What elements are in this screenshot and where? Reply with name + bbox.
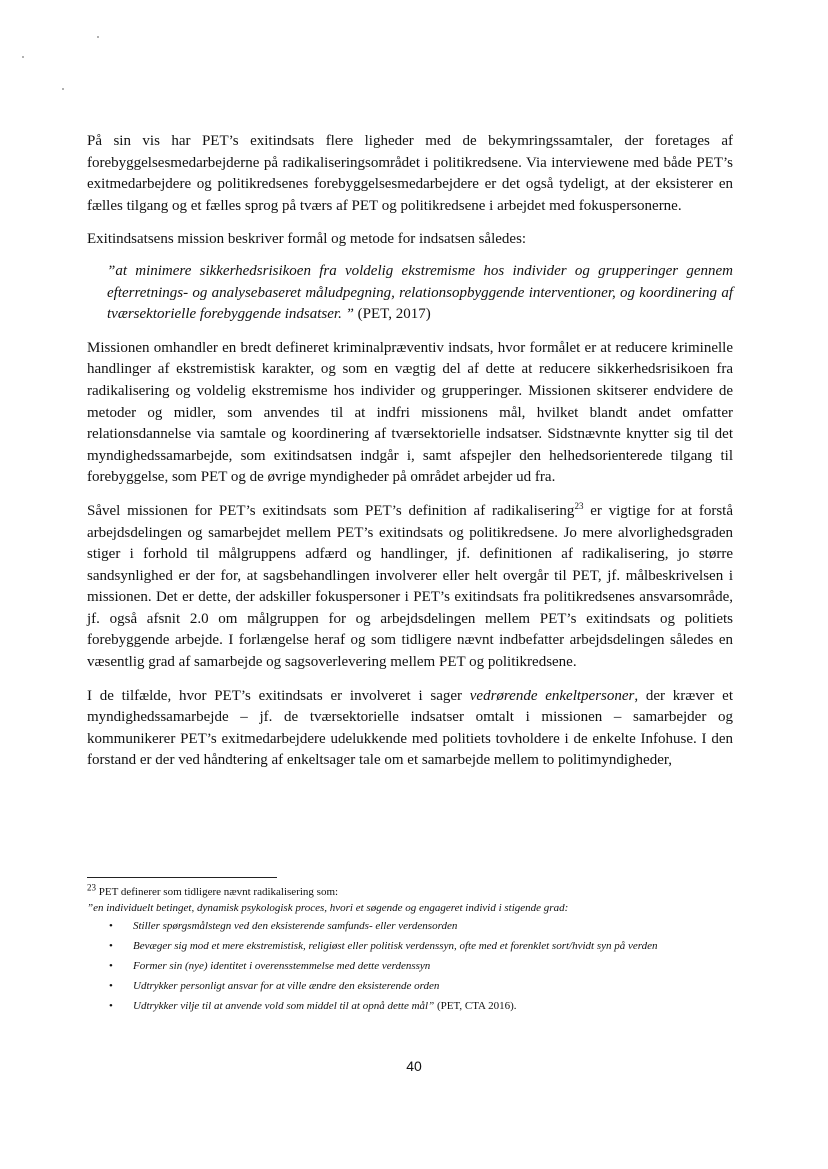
bullet-icon: • bbox=[109, 960, 113, 972]
list-item-text: Stiller spørgsmålstegn ved den eksisterende samfunds- eller verdensorden bbox=[133, 920, 458, 932]
scan-speck bbox=[97, 36, 99, 38]
list-item-text: Udtrykker personligt ansvar for at ville ændre den eksisterende orden bbox=[133, 980, 440, 992]
list-item bbox=[87, 958, 737, 974]
body-text bbox=[87, 131, 733, 784]
scan-speck bbox=[62, 88, 64, 90]
page-number: 40 bbox=[406, 1058, 422, 1074]
paragraph-5-emphasis: vedrørende enkeltpersoner bbox=[469, 687, 635, 704]
bullet-icon: • bbox=[109, 920, 113, 932]
footnote-citation: (PET, CTA 2016). bbox=[434, 1000, 517, 1012]
bullet-icon: • bbox=[109, 980, 113, 992]
paragraph-3: Missionen omhandler en bredt defineret kriminalpræventiv indsats, hvor formålet er at reducere kriminelle handlinger af ekstremistisk karakter, og som en vægtig del af dette at reducere sikkerhedsrisikoen fra radikalisering og voldelig ekstremisme hos individer og grupperinger. Missionen skitserer endvidere de metoder og midler, som anvendes til at indfri missionens mål, hvilket blandt andet omfatter relationsdannelse via samtale og koordinering af tværsektorielle indsatser. Sidstnævnte knytter sig til det myndighedssamarbejde, som exitindsatsen indgår i, samt afspejler den helhedsorienterede tilgang til forebyggelse, som PET og de øvrige myndigheder på området arbejder ud fra. bbox=[87, 339, 733, 486]
footnote-intro bbox=[87, 884, 737, 900]
mission-quote bbox=[107, 261, 733, 326]
paragraph-1: På sin vis har PET’s exitindsats flere ligheder med de bekymringssamtaler, der foretages af forebyggelsesmedarbejderne på radikaliseringsområdet i politikredsene. Via interviewene med både PET’s exitmedarbejdere og politikredsenes forebyggelsesmedarbejdere er det også tydeligt, at der eksisterer en fælles tilgang og et fælles sprog på tværs af PET og politikredsene i arbejdet med fokuspersonerne. bbox=[87, 133, 733, 214]
footnote-number: 23 bbox=[87, 882, 96, 893]
footnote-reference[interactable]: 23 bbox=[574, 500, 584, 511]
paragraph-5-start: I de tilfælde, hvor PET’s exitindsats er involveret i sager bbox=[87, 687, 470, 704]
mission-quote-citation: (PET, 2017) bbox=[353, 306, 431, 323]
list-item-text: Former sin (nye) identitet i overensstemmelse med dette verdenssyn bbox=[133, 960, 431, 972]
paragraph-4-start: Såvel missionen for PET’s exitindsats som PET’s definition af radikalisering bbox=[87, 502, 575, 519]
list-item-text: Bevæger sig mod et mere ekstremistisk, religiøst eller politisk verdenssyn, ofte med et forenklet sort/hvidt syn på verden bbox=[133, 940, 658, 952]
footnote-list bbox=[87, 918, 737, 1014]
list-item bbox=[87, 938, 737, 954]
footnote-divider bbox=[87, 877, 277, 878]
list-item bbox=[87, 978, 737, 994]
paragraph-4 bbox=[87, 501, 733, 674]
mission-quote-text: ”at minimere sikkerhedsrisikoen fra voldelig ekstremisme hos individer og grupperinger gennem efterretnings- og analysebaseret måludpegning, relationsopbyggende interventioner, og koordinering af tværsektorielle forebyggende indsatser. ” bbox=[107, 262, 733, 323]
paragraph-5 bbox=[87, 686, 733, 772]
list-item bbox=[87, 918, 737, 934]
footnote-intro-text: PET definerer som tidligere nævnt radikalisering som: bbox=[96, 886, 339, 898]
list-item bbox=[87, 998, 737, 1014]
paragraph-5-end: , der kræver et myndighedssamarbejde – jf. de tværsektorielle indsatser omtalt i missionen – samarbejder og kommunikerer PET’s exitmedarbejdere udelukkende med politiets tovholdere i de enkelte Infohuse. I den forstand er der ved håndtering af enkeltsager tale om et samarbejde mellem to politimyndigheder, bbox=[87, 687, 733, 769]
scan-speck bbox=[22, 56, 24, 58]
paragraph-4-end: er vigtige for at forstå arbejdsdelingen og samarbejdet mellem PET’s exitindsats og politikredsene. Jo mere alvorlighedsgraden stiger i forhold til målgruppens adfærd og handlinger, jf. definitionen af radikalisering, jo større sandsynlighed er der for, at sagsbehandlingen involverer eller helt overgår til PET, jf. målbeskrivelsen i missionen. Det er dette, der adskiller fokuspersoner i PET’s exitindsats fra politikredsenes ansvarsområde, jf. også afsnit 2.0 om målgruppen for og arbejdsdelingen mellem PET’s exitindsats og politiets forebyggende arbejde. I forlængelse heraf og som tidligere nævnt indbefatter arbejdsdelingen således en væsentlig grad af samarbejde og sagsoverlevering mellem PET og politikredsene. bbox=[87, 502, 734, 671]
bullet-icon: • bbox=[109, 940, 113, 952]
footnotes bbox=[87, 884, 737, 1018]
bullet-icon: • bbox=[109, 1000, 113, 1012]
list-item-text: Udtrykker vilje til at anvende vold som middel til at opnå dette mål” bbox=[133, 1000, 435, 1012]
footnote-quote-lead: ”en individuelt betinget, dynamisk psykologisk proces, hvori et søgende og engageret individ i stigende grad: bbox=[87, 902, 569, 914]
paragraph-2: Exitindsatsens mission beskriver formål og metode for indsatsen således: bbox=[87, 231, 527, 248]
